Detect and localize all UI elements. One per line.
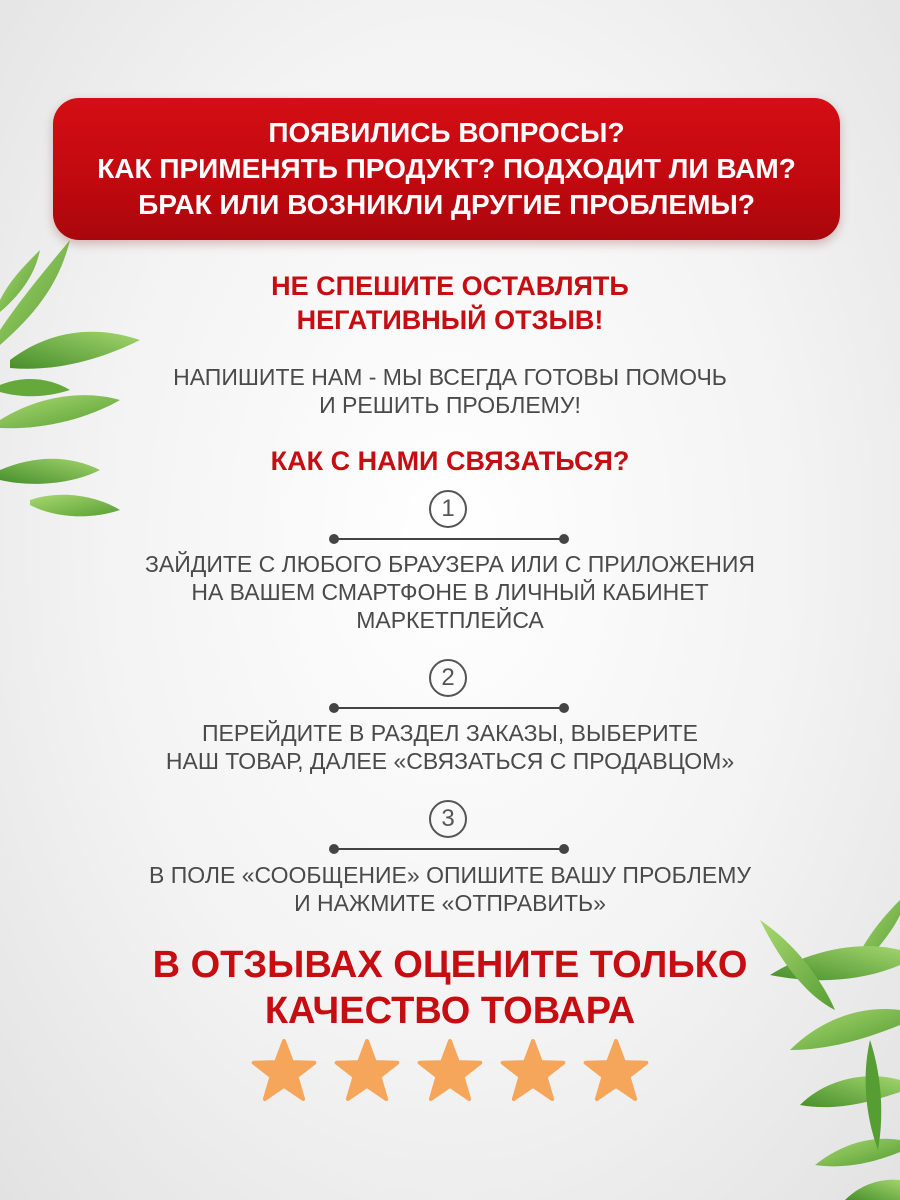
star-icon bbox=[417, 1038, 483, 1102]
step-3-line-2: И НАЖМИТЕ «ОТПРАВИТЬ» bbox=[294, 890, 606, 916]
step-2-number: 2 bbox=[429, 659, 467, 697]
intro-line-2: И РЕШИТЬ ПРОБЛЕМУ! bbox=[319, 392, 581, 418]
step-1-line-2: НА ВАШЕМ СМАРТФОНЕ В ЛИЧНЫЙ КАБИНЕТ bbox=[191, 579, 709, 605]
rating-stars bbox=[0, 1038, 900, 1102]
rating-call-line-1: В ОТЗЫВАХ ОЦЕНИТЕ ТОЛЬКО bbox=[152, 944, 748, 986]
step-3-text bbox=[0, 861, 900, 917]
star-icon bbox=[583, 1038, 649, 1102]
star-icon bbox=[500, 1038, 566, 1102]
step-2-text bbox=[0, 719, 900, 775]
rating-call bbox=[0, 942, 900, 1034]
step-2-divider bbox=[333, 707, 565, 709]
intro-line-1: НАПИШИТЕ НАМ - МЫ ВСЕГДА ГОТОВЫ ПОМОЧЬ bbox=[173, 364, 727, 390]
intro-text bbox=[0, 363, 900, 419]
step-2-line-2: НАШ ТОВАР, ДАЛЕЕ «СВЯЗАТЬСЯ С ПРОДАВЦОМ» bbox=[165, 748, 735, 774]
step-1-text bbox=[0, 550, 900, 634]
step-3-number: 3 bbox=[429, 800, 467, 838]
questions-banner bbox=[53, 98, 840, 240]
star-icon bbox=[251, 1038, 317, 1102]
star-icon bbox=[334, 1038, 400, 1102]
banner-line-3: БРАК ИЛИ ВОЗНИКЛИ ДРУГИЕ ПРОБЛЕМЫ? bbox=[138, 189, 755, 220]
banner-line-2: КАК ПРИМЕНЯТЬ ПРОДУКТ? ПОДХОДИТ ЛИ ВАМ? bbox=[97, 153, 796, 184]
warning-line-2: НЕГАТИВНЫЙ ОТЗЫВ! bbox=[296, 305, 604, 335]
step-2-line-1: ПЕРЕЙДИТЕ В РАЗДЕЛ ЗАКАЗЫ, ВЫБЕРИТЕ bbox=[201, 720, 699, 746]
step-1-divider bbox=[333, 538, 565, 540]
step-1-number: 1 bbox=[429, 490, 467, 528]
contact-heading: КАК С НАМИ СВЯЗАТЬСЯ? bbox=[270, 446, 630, 476]
warning-heading bbox=[0, 269, 900, 337]
banner-line-1: ПОЯВИЛИСЬ ВОПРОСЫ? bbox=[268, 117, 625, 148]
step-1-line-3: МАРКЕТПЛЕЙСА bbox=[356, 607, 544, 633]
step-1-line-1: ЗАЙДИТЕ С ЛЮБОГО БРАУЗЕРА ИЛИ С ПРИЛОЖЕНИЯ bbox=[144, 551, 755, 577]
step-3-line-1: В ПОЛЕ «СООБЩЕНИЕ» ОПИШИТЕ ВАШУ ПРОБЛЕМУ bbox=[149, 862, 751, 888]
warning-line-1: НЕ СПЕШИТЕ ОСТАВЛЯТЬ bbox=[271, 271, 629, 301]
rating-call-line-2: КАЧЕСТВО ТОВАРА bbox=[264, 990, 636, 1032]
step-3-divider bbox=[333, 848, 565, 850]
